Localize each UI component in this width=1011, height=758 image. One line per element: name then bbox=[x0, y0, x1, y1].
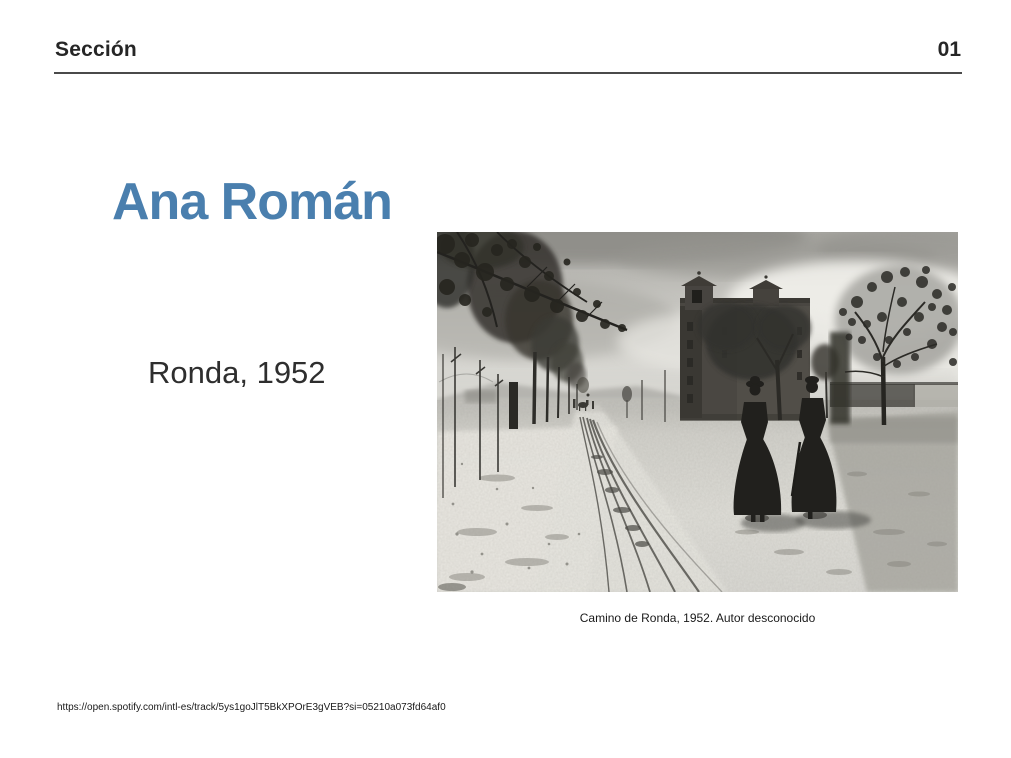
page-number: 01 bbox=[937, 38, 961, 61]
photo-image bbox=[437, 232, 958, 592]
photo-caption: Camino de Ronda, 1952. Autor desconocido bbox=[579, 611, 816, 625]
photo-camino-de-ronda bbox=[437, 232, 958, 625]
slide-title: Ana Román bbox=[112, 172, 392, 231]
section-label: Sección bbox=[55, 38, 137, 61]
spotify-link[interactable]: https://open.spotify.com/intl-es/track/5ys1goJlT5BkXPOrE3gVEB?si=05210a073fd64af0 bbox=[57, 702, 446, 713]
header-rule bbox=[54, 72, 962, 74]
slide-subtitle: Ronda, 1952 bbox=[148, 355, 326, 390]
